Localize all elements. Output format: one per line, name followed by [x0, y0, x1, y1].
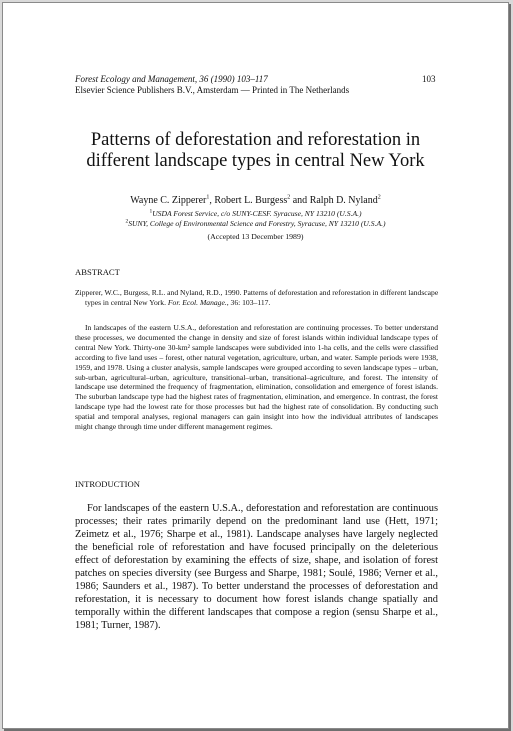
affiliation-2-text: SUNY, College of Environmental Science and Forestry, Syracuse, NY 13210 (U.S.A.) [128, 219, 386, 228]
abstract-heading: ABSTRACT [75, 267, 120, 277]
affiliation-2 [43, 219, 468, 229]
author-3: Ralph D. Nyland [309, 195, 378, 206]
abstract-body: In landscapes of the eastern U.S.A., deforestation and reforestation are continuing processes. To better understand these processes, we documented the change in density and size of forest islands within individual landscape types of central New York. Thirty-one 30-km² sample landscapes were subdivided into 1-ha cells, and the cells were classified according to five land uses – forest, other natural vegetation, agriculture, urban, and water. Sample periods were 1938, 1959, and 1978. Using a cluster analysis, sample landscapes were grouped according to seven landscape types – urban, sub-urban, agricultural–urban, agriculture, transitional–urban, transitional–agriculture, and forest. The intensity of landscape use determined the frequency of fragmentation, elimination, consolidation and emergence of forest islands. The suburban landscape type had the highest rates of fragmentation, elimination, and emergence. In contrast, the forest landscape type had the lowest rate for those processes but had the highest rate of consolidation. By conducting such spatial and temporal analyses, regional managers can gain insight into how the individual attributes of landscapes might change through time under different management regimes. [75, 323, 438, 432]
citation-volume: , 36: 103–117. [226, 298, 271, 307]
title-line-2: different landscape types in central New York [86, 151, 425, 171]
title-line-1: Patterns of deforestation and reforestation in [90, 130, 421, 150]
author-3-affil-mark: 2 [377, 194, 381, 201]
page-number: 103 [422, 74, 436, 84]
article-citation [75, 288, 448, 308]
introduction-heading: INTRODUCTION [75, 479, 140, 489]
affiliation-1-text: USDA Forest Service, c/o SUNY-CESF. Syracuse, NY 13210 (U.S.A.) [152, 209, 362, 218]
introduction-body: For landscapes of the eastern U.S.A., deforestation and reforestation are continuous processes; their rates primarily depend on the predominant land use (Hett, 1971; Zeimetz et al., 1976; Sharpe et al., 1981). Landscape analyses have largely neglected the beneficial role of reforestation and have focused principally on the deleterious effect of deforestation by examining the effects of size, shape, and isolation of forest patches on species diversity (see Burgess and Sharpe, 1981; Soulé, 1986; Verner et al., 1986; Saunders et al., 1987). To better understand the processes of deforestation and reforestation, it is necessary to document how forest islands change spatially and temporally within the different landscapes that compose a region (sensu Sharpe et al., 1981; Turner, 1987). [75, 503, 438, 631]
affiliation-1-mark: 1 [149, 208, 153, 215]
author-1: Wayne C. Zipperer [130, 195, 207, 206]
author-separator: , [209, 195, 215, 206]
journal-page [2, 2, 509, 729]
author-2: Robert L. Burgess [214, 195, 288, 206]
accepted-date: (Accepted 13 December 1989) [207, 232, 304, 241]
author-2-affil-mark: 2 [287, 194, 291, 201]
journal-citation-line: Forest Ecology and Management, 36 (1990) 103–117 [75, 74, 268, 84]
article-title [43, 130, 468, 172]
publisher-line: Elsevier Science Publishers B.V., Amsterdam — Printed in The Netherlands [75, 85, 350, 95]
journal-header [75, 74, 349, 96]
author-separator: and [290, 195, 310, 206]
citation-journal: For. Ecol. Manage. [167, 298, 227, 307]
author-list [43, 195, 468, 207]
affiliation-2-mark: 2 [125, 218, 129, 225]
affiliations [43, 209, 468, 229]
citation-text: Zipperer, W.C., Burgess, R.L. and Nyland, R.D., 1990. Patterns of deforestation and reforestation in different landscape types in central New York. [75, 288, 439, 307]
author-1-affil-mark: 1 [206, 194, 210, 201]
affiliation-1 [43, 209, 468, 219]
